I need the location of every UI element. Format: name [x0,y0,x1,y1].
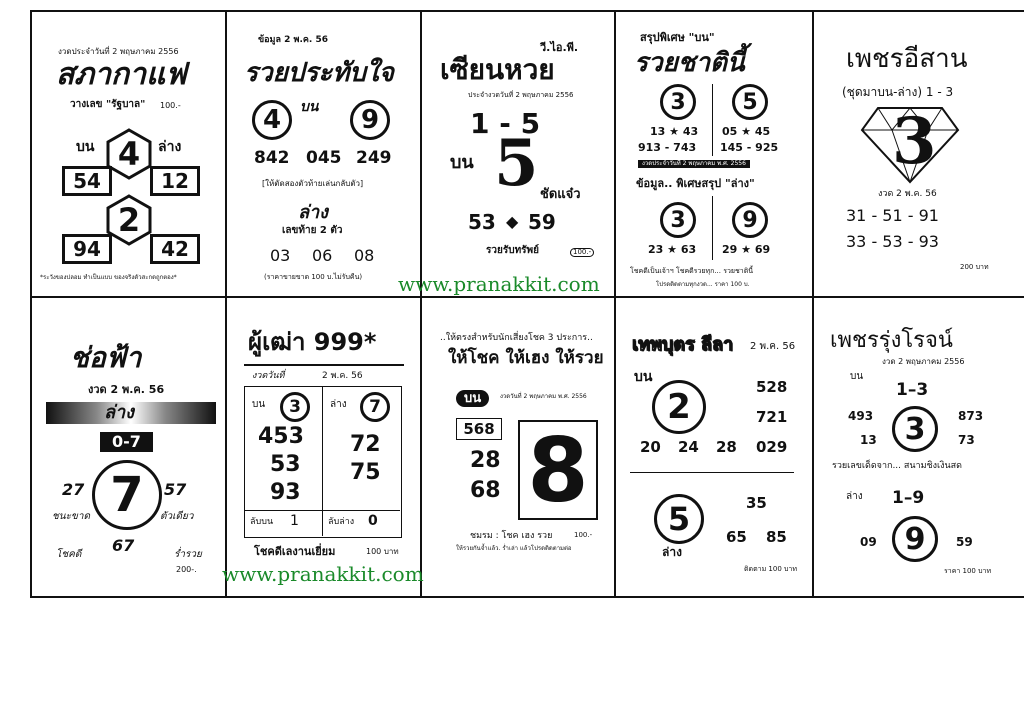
cell5-big: 3 [892,104,937,179]
cell4-s4: 145 - 925 [720,141,779,154]
cell4-circle-d: 9 [732,202,768,238]
cell4-circle-c: 3 [660,202,696,238]
cell7-table-vline [322,386,323,536]
cell8-price: 100.- [574,531,593,539]
cell2-note: [ให้ตัดสองตัวท้ายเล่นกลับตัว] [262,179,364,188]
cell10-bon: บน [850,371,864,382]
cell10-circle: 3 [892,406,938,452]
cell5-sub: (ชุดมาบน-ล่าง) 1 - 3 [842,85,954,99]
cell1-sub: วางเลข "รัฐบาล" [70,99,146,110]
cell7-col2-2: 75 [350,460,381,485]
cell2-lang: ล่าง [298,202,328,223]
cell8-big: 8 [518,420,598,520]
cell6-right-label: ตัวเดียว [160,511,194,522]
cell8-date: งวดวันที่ 2 พฤษภาคม พ.ศ. 2556 [500,393,587,400]
cell2-row-2: 045 [306,148,342,168]
cell1-foot: *ระวังของปลอม ทำเป็นแบบ ของจริงตัวสะกดถูกตอง* [40,274,177,281]
cell9-title: เทพบุตร ลีลา [632,334,734,355]
cell6-left: 27 [62,480,85,499]
cell6-circle: 7 [92,460,162,530]
watermark-bottom: www.pranakkit.com [222,562,424,586]
cell6-price: 200-. [176,565,197,574]
cell2-title: รวยประทับใจ [244,58,394,88]
cell3-big: 5 [494,126,539,201]
cell1-price: 100.- [160,101,181,110]
bottom-border [30,596,1024,598]
cell9-row-4: 029 [756,438,788,456]
cell5-row2: 33 - 53 - 93 [846,232,939,251]
cell4-vline-top [712,84,713,156]
cell2-row2-3: 08 [354,246,375,265]
cell4-top: สรุปพิเศษ "บน" [640,31,715,44]
cell2-price: (ราคาขายขาด 100 บ.ไม่รับคืน) [264,273,363,281]
cell5-row1: 31 - 51 - 91 [846,206,939,225]
cell7-f1: 1 [290,513,299,529]
cell6-date: งวด 2 พ.ค. 56 [88,383,165,396]
cell7-f2: 0 [368,513,378,529]
cell2-right-circle: 9 [350,100,390,140]
cell7-col1-2: 53 [270,452,301,477]
cell9-row-1: 20 [640,438,661,456]
cell7-lang-circle: 7 [360,392,390,422]
cell9-n1: 35 [746,494,767,512]
cell10-circle2: 9 [892,516,938,562]
cell3-brand: วี.ไอ.พี. [540,41,579,54]
cell8-num1: 28 [470,448,501,473]
cell6-bottom-right: ร่ำรวย [174,549,202,560]
cell2-row-1: 842 [254,148,290,168]
cell3-num2: 59 [528,210,556,234]
cell7-bon: บน [252,399,266,410]
middle-border [30,296,1024,298]
cell10-l2: 13 [860,433,877,447]
cell5-title: เพชรอีสาน [846,44,968,74]
cell7-title: ผู้เฒ่า 999* [248,328,377,356]
cell10-pair2: 1–9 [892,488,925,508]
cell8-foot1: ชมรม : โชค เฮง รวย [470,531,553,541]
divider-2 [420,10,422,598]
cell9-circle2: 5 [654,494,704,544]
cell4-foot2: โปรดติดตามทุกงวด... ราคา 100 บ. [656,281,750,288]
cell7-col2-1: 72 [350,432,381,457]
cell7-table-hline [244,510,400,511]
cell10-r3: 59 [956,535,973,549]
cell9-row-2: 24 [678,438,699,456]
cell3-title: เซียนหวย [440,53,555,86]
cell2-bon: บน [300,99,319,115]
cell3-num1: 53 [468,210,496,234]
cell2-left-circle: 4 [252,100,292,140]
cell10-date: งวด 2 พฤษภาคม 2556 [882,357,965,366]
cell3-pair: 1 - 5 [470,107,541,140]
cell7-underline [244,364,404,366]
divider-3 [614,10,616,598]
cell6-left-label: ชนะขาด [52,511,90,522]
divider-4 [812,10,814,598]
cell4-circle-b: 5 [732,84,768,120]
cell7-bon-circle: 3 [280,392,310,422]
cell5-date: งวด 2 พ.ค. 56 [878,189,937,199]
cell3-clear: ชัดแจ๋ว [540,187,581,202]
cell4-mid: ข้อมูล.. พิเศษสรุป "ล่าง" [636,177,755,190]
cell7-price: 100 บาท [366,547,399,556]
cell4-date: งวดประจำวันที่ 2 พฤษภาคม พ.ศ. 2556 [638,160,750,168]
cell7-date-label: งวดวันที่ [252,371,285,381]
cell8-foot2: ให้รวยกันจ้ำแล้ว. ร่ำเล่า แล้วโปรดติดตามต่อ [456,545,572,552]
cell9-bon: บน [634,369,653,385]
cell9-circle: 2 [652,380,706,434]
cell1-num4: 42 [150,234,200,264]
cell1-num2: 12 [150,166,200,196]
cell1-num1: 54 [62,166,112,196]
cell9-divider [630,472,794,473]
cell7-f1-label: ลับบน [250,517,274,527]
cell4-title: รวยชาตินี้ [634,48,745,78]
cell4-foot1: โชคดีเป็นเจ้าฯ โชคดีรวยทุก... รวยชาตินี้ [630,267,754,275]
cell10-r1: 873 [958,409,984,423]
cell8-bon: บน [456,390,489,407]
cell4-s6: 29 ★ 69 [722,243,771,256]
cell4-s5: 23 ★ 63 [648,243,697,256]
cell10-lang: ล่าง [846,491,863,502]
cell2-date: ข้อมูล 2 พ.ค. 56 [258,35,328,45]
cell7-lang: ล่าง [330,399,347,410]
cell10-price: ราคา 100 บาท [944,567,992,575]
cell2-row2-1: 03 [270,246,291,265]
cell6-bottom: 67 [112,536,135,555]
cell6-title: ช่อฟ้า [70,341,142,374]
cell10-pair1: 1–3 [896,380,929,400]
cell2-row-3: 249 [356,148,392,168]
cell2-row2-2: 06 [312,246,333,265]
cell8-top: ..ให้ตรงสำหรับนักเสี่ยงโชค 3 ประการ.. [440,333,593,343]
cell4-vline-bottom [712,196,713,260]
cell8-box: 568 [456,418,502,440]
cell1-num3: 94 [62,234,112,264]
cell5-price: 200 บาท [960,263,989,271]
cell7-col1-3: 93 [270,480,301,505]
cell6-right: 57 [164,480,187,499]
cell10-r2: 73 [958,433,975,447]
cell10-l3: 09 [860,535,877,549]
cell10-title: เพชรรุ่งโรจน์ [830,328,953,353]
cell3-bon: บน [450,152,474,173]
cell6-bottom-left: โชคดี [56,549,82,560]
cell7-col1-1: 453 [258,424,304,449]
cell3-date: ประจำงวดวันที่ 2 พฤษภาคม 2556 [468,91,574,99]
cell1-bon-label: บน [76,139,95,155]
cell9-price: ติดตาม 100 บาท [744,565,797,573]
cell10-note: รวยเลขเด็ดจาก... สนามชิงเงินสด [832,461,962,471]
cell7-f2-label: ลับล่าง [328,517,355,527]
diamond-icon: ◆ [506,212,519,231]
cell1-hex-bottom: 2 [117,201,141,239]
cell4-s1: 13 ★ 43 [650,125,699,138]
cell4-s3: 913 - 743 [638,141,697,154]
divider-1 [225,10,227,598]
cell8-title: ให้โชค ให้เฮง ให้รวย [448,348,604,368]
cell1-lang-label: ล่าง [158,139,182,155]
cell1-title: สภากาแฟ [56,57,187,92]
cell4-circle-a: 3 [660,84,696,120]
cell9-n3: 85 [766,528,787,546]
cell9-date: 2 พ.ค. 56 [750,341,796,352]
top-border [30,10,1024,12]
cell10-l1: 493 [848,409,874,423]
cell4-s2: 05 ★ 45 [722,125,771,138]
cell6-box: 0-7 [100,432,153,452]
cell9-r1: 528 [756,378,788,396]
cell6-lang: ล่าง [104,402,134,423]
cell9-r2: 721 [756,408,788,426]
cell7-date: 2 พ.ค. 56 [322,371,363,381]
cell3-foot: รวยรับทรัพย์ [486,245,539,256]
cell9-row-3: 28 [716,438,737,456]
cell9-n2: 65 [726,528,747,546]
left-edge [30,10,32,598]
cell7-foot: โชคดีเลงานเยี่ยม [254,545,336,558]
cell2-last2: เลขท้าย 2 ตัว [282,225,343,236]
cell1-hex-top: 4 [117,135,141,173]
cell3-price: 100.- [570,248,594,257]
watermark-top: www.pranakkit.com [398,272,600,296]
cell1-date: งวดประจำวันที่ 2 พฤษภาคม 2556 [58,47,179,56]
cell8-num2: 68 [470,478,501,503]
cell9-lang: ล่าง [662,545,682,559]
